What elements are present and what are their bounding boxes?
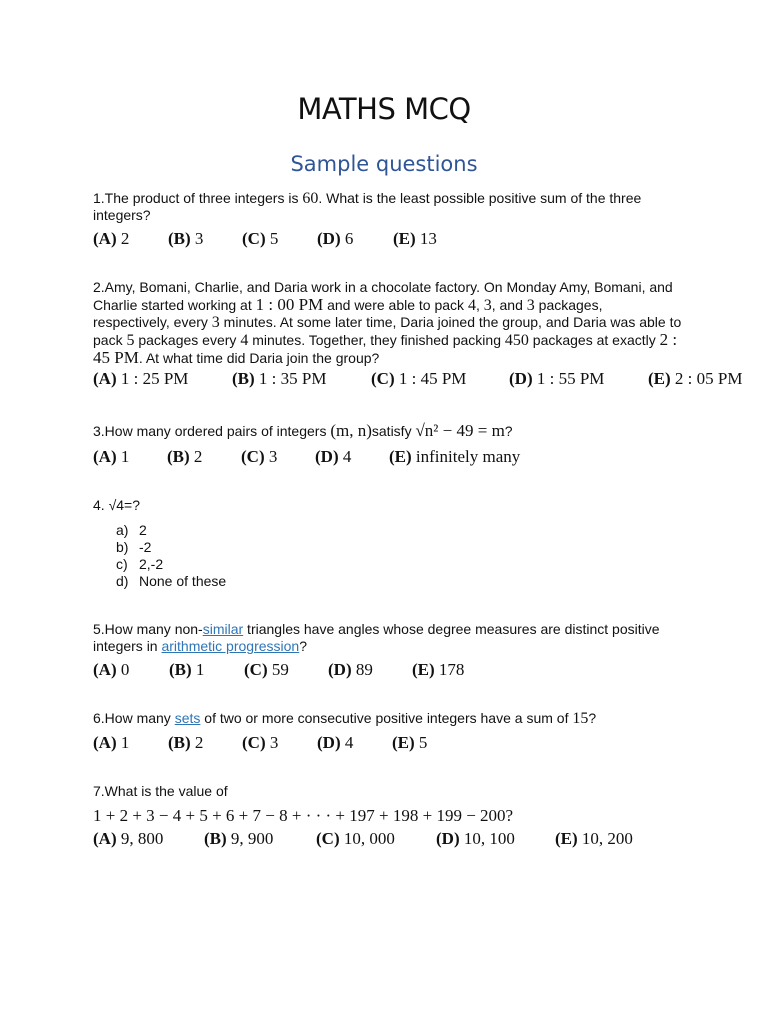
- option-label: (B): [232, 369, 255, 388]
- math-expression: √n² − 49 = m: [415, 421, 505, 440]
- option-value: 13: [419, 229, 437, 248]
- option-value: 178: [438, 660, 465, 679]
- math-value: (m, n): [330, 421, 372, 440]
- option-e[interactable]: [392, 733, 427, 753]
- list-text: 2,-2: [139, 556, 164, 572]
- math-value: 3: [483, 297, 492, 314]
- option-label: (D): [317, 229, 341, 248]
- question-4: 4. √4=?: [93, 497, 140, 513]
- option-e[interactable]: [389, 447, 520, 467]
- math-value: 1 : 00 PM: [255, 295, 324, 314]
- option-value: 2: [194, 733, 204, 752]
- list-letter: b): [116, 539, 129, 555]
- question-2: [93, 279, 683, 367]
- question-text: minutes. At some later time, Daria joined the group, and Daria was able to pack: [93, 314, 682, 348]
- option-value: 2 : 05 PM: [674, 369, 743, 388]
- option-c[interactable]: [242, 229, 317, 249]
- option-value: 6: [344, 229, 354, 248]
- option-value: 5: [418, 733, 428, 752]
- question-text: ?: [504, 423, 513, 439]
- list-letter: a): [116, 522, 129, 538]
- option-label: (A): [93, 660, 117, 679]
- option-label: (D): [315, 447, 339, 466]
- option-label: (C): [316, 829, 340, 848]
- option-label: (A): [93, 229, 117, 248]
- option-value: 9, 900: [230, 829, 274, 848]
- option-d[interactable]: [317, 229, 393, 249]
- option-b[interactable]: [169, 660, 244, 680]
- option-label: (E): [389, 447, 412, 466]
- math-value: 4: [240, 332, 249, 349]
- option-b[interactable]: [204, 829, 316, 849]
- question-text: , and: [491, 297, 527, 313]
- option-e[interactable]: [393, 229, 437, 249]
- option-a[interactable]: [93, 229, 168, 249]
- question-text: . At what time did Daria join the group?: [138, 350, 380, 366]
- option-d[interactable]: [436, 829, 555, 849]
- math-value: 60: [302, 190, 319, 207]
- option-label: (D): [509, 369, 533, 388]
- answer-options-1: [93, 229, 437, 249]
- answer-options-6: [93, 733, 427, 753]
- math-value: 3: [211, 314, 220, 331]
- list-text: 2: [139, 522, 147, 538]
- math-value: 2 : 45 PM: [93, 330, 678, 367]
- question-text: 2.Amy, Bomani, Charlie, and Daria work in a chocolate factory. On Monday Amy, Bomani, and Charlie started working at: [93, 279, 673, 313]
- list-letter: d): [116, 573, 129, 589]
- option-a[interactable]: [93, 447, 167, 467]
- link-arithmetic-progression[interactable]: arithmetic progression: [161, 638, 300, 654]
- list-item[interactable]: [116, 556, 226, 573]
- option-value: 1 : 35 PM: [258, 369, 327, 388]
- question-text: packages every: [134, 332, 241, 348]
- question-6: [93, 710, 683, 727]
- math-value: 4: [467, 297, 476, 314]
- option-c[interactable]: [242, 733, 317, 753]
- option-value: 3: [269, 733, 279, 752]
- question-text: triangles have angles whose degree measures are distinct positive integers in: [93, 621, 660, 654]
- option-label: (E): [393, 229, 416, 248]
- option-value: 10, 200: [581, 829, 633, 848]
- option-b[interactable]: [232, 369, 371, 389]
- question-text: 1.The product of three integers is: [93, 190, 303, 206]
- list-item[interactable]: [116, 539, 226, 556]
- question-3: [93, 422, 713, 440]
- option-d[interactable]: [317, 733, 392, 753]
- option-label: (E): [648, 369, 671, 388]
- answer-options-7: [93, 829, 633, 849]
- option-label: (C): [241, 447, 265, 466]
- list-item[interactable]: [116, 522, 226, 539]
- option-value: 59: [271, 660, 289, 679]
- page-subtitle: Sample questions: [290, 152, 478, 176]
- question-text: packages, respectively, every: [93, 297, 603, 330]
- question-5: [93, 621, 683, 655]
- option-label: (B): [167, 447, 190, 466]
- option-value: 0: [120, 660, 130, 679]
- option-b[interactable]: [168, 733, 242, 753]
- answer-list-4: [116, 522, 226, 590]
- math-value: 5: [126, 332, 135, 349]
- option-label: (B): [169, 660, 192, 679]
- option-value: 3: [194, 229, 204, 248]
- question-1: [93, 190, 683, 224]
- option-e[interactable]: [555, 829, 633, 849]
- option-value: 4: [344, 733, 354, 752]
- answer-options-2: [93, 369, 742, 389]
- math-value: 450: [504, 332, 529, 349]
- option-label: (A): [93, 733, 117, 752]
- option-value: 1: [195, 660, 205, 679]
- option-value: 9, 800: [120, 829, 164, 848]
- option-value: 1 : 45 PM: [398, 369, 467, 388]
- link-sets[interactable]: sets: [174, 710, 201, 726]
- option-d[interactable]: [328, 660, 412, 680]
- option-value: 10, 000: [343, 829, 395, 848]
- question-text: 3.How many ordered pairs of integers: [93, 423, 331, 439]
- question-7: 7.What is the value of: [93, 783, 228, 799]
- option-label: (E): [412, 660, 435, 679]
- question-text: minutes. Together, they finished packing: [248, 332, 505, 348]
- option-label: (C): [371, 369, 395, 388]
- question-text: ?: [299, 638, 308, 654]
- option-d[interactable]: [315, 447, 389, 467]
- question-text: and were able to pack: [323, 297, 468, 313]
- option-d[interactable]: [509, 369, 648, 389]
- math-value: 3: [526, 297, 535, 314]
- link-similar[interactable]: similar: [202, 621, 244, 637]
- math-expression: 1 + 2 + 3 − 4 + 5 + 6 + 7 − 8 + · · · + 197 + 198 + 199 − 200?: [93, 806, 514, 825]
- option-b[interactable]: [168, 229, 242, 249]
- option-label: (B): [168, 229, 191, 248]
- option-label: (A): [93, 829, 117, 848]
- question-text: packages at exactly: [528, 332, 660, 348]
- question-text: of two or more consecutive positive integers have a sum of: [200, 710, 573, 726]
- option-label: (A): [93, 369, 117, 388]
- question-text: ?: [588, 710, 597, 726]
- list-text: -2: [139, 539, 152, 555]
- option-c[interactable]: [316, 829, 436, 849]
- option-a[interactable]: [93, 733, 168, 753]
- option-e[interactable]: [648, 369, 742, 389]
- option-value: 5: [269, 229, 279, 248]
- option-a[interactable]: [93, 369, 232, 389]
- question-text: 5.How many non-: [93, 621, 203, 637]
- option-label: (E): [392, 733, 415, 752]
- option-b[interactable]: [167, 447, 241, 467]
- option-a[interactable]: [93, 660, 169, 680]
- option-label: (A): [93, 447, 117, 466]
- option-label: (C): [244, 660, 268, 679]
- option-label: (D): [328, 660, 352, 679]
- option-value: 10, 100: [463, 829, 515, 848]
- option-value: 1 : 55 PM: [536, 369, 605, 388]
- option-label: (D): [436, 829, 460, 848]
- option-value: 1: [120, 733, 130, 752]
- option-value: 3: [268, 447, 278, 466]
- question-text: satisfy: [371, 423, 416, 439]
- question-text: . What is the least possible positive sum of the three integers?: [93, 190, 642, 223]
- option-value: 2: [193, 447, 203, 466]
- math-value: 15: [572, 710, 589, 727]
- list-item[interactable]: [116, 573, 226, 590]
- option-e[interactable]: [412, 660, 464, 680]
- list-text: None of these: [139, 573, 227, 589]
- option-label: (E): [555, 829, 578, 848]
- option-label: (C): [242, 733, 266, 752]
- option-value: 89: [355, 660, 373, 679]
- option-c[interactable]: [371, 369, 509, 389]
- option-c[interactable]: [241, 447, 315, 467]
- option-value: 1: [120, 447, 130, 466]
- answer-options-3: [93, 447, 520, 467]
- option-value: infinitely many: [415, 447, 521, 466]
- option-value: 1 : 25 PM: [120, 369, 189, 388]
- question-text: 6.How many: [93, 710, 175, 726]
- option-label: (C): [242, 229, 266, 248]
- option-label: (B): [204, 829, 227, 848]
- option-c[interactable]: [244, 660, 328, 680]
- question-text: ,: [475, 297, 484, 313]
- answer-options-5: [93, 660, 464, 680]
- list-letter: c): [116, 556, 128, 572]
- option-a[interactable]: [93, 829, 204, 849]
- option-value: 4: [342, 447, 352, 466]
- option-value: 2: [120, 229, 130, 248]
- option-label: (B): [168, 733, 191, 752]
- option-label: (D): [317, 733, 341, 752]
- page-title: MATHS MCQ: [297, 92, 471, 126]
